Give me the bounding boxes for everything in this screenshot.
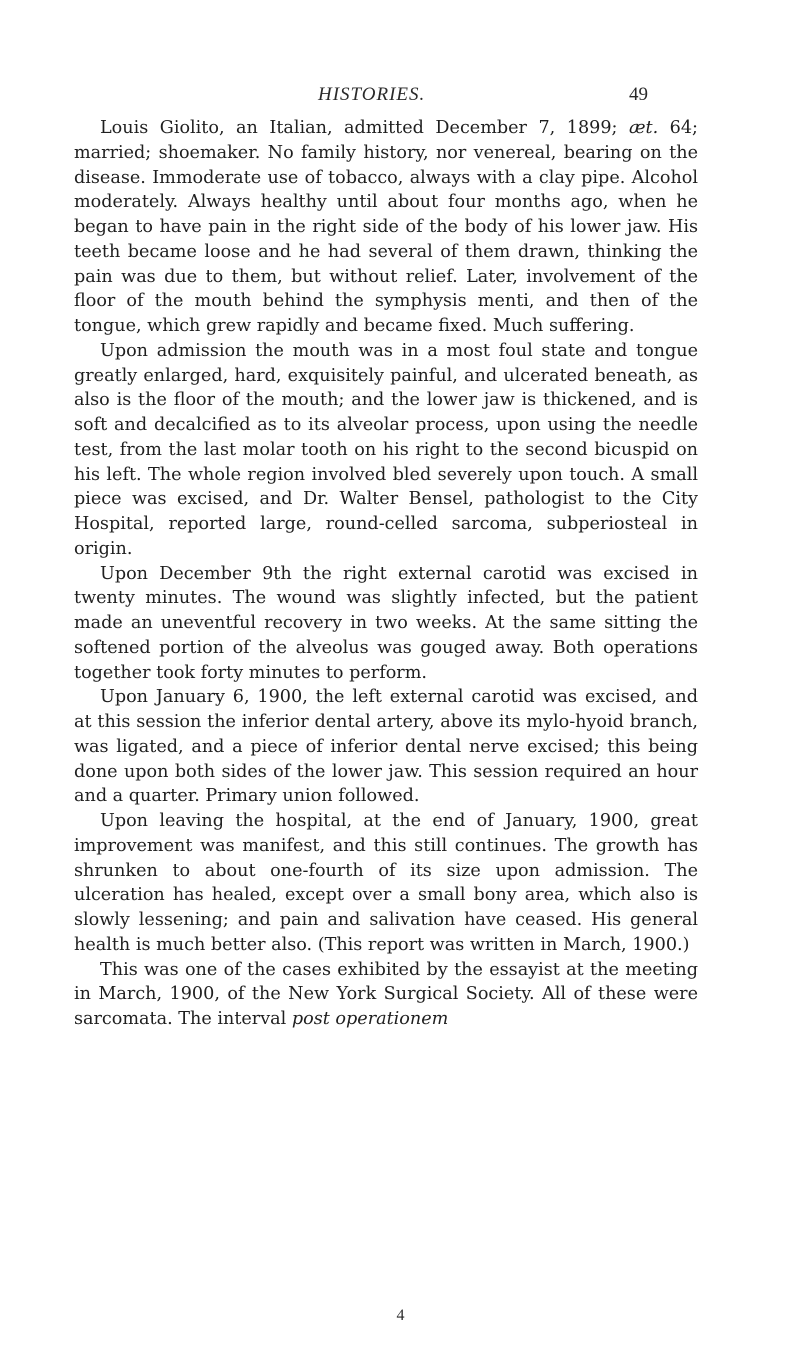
paragraph-text: Louis Giolito, an Italian, admitted December 7, 1899; [100, 118, 629, 138]
running-title: HISTORIES. [318, 84, 426, 105]
paragraph-exhibition [74, 958, 698, 1032]
italic-text: post operationem [291, 1009, 449, 1029]
paragraph-text: This was one of the cases exhibited by the essayist at the meeting in March, 1900, of the New York Surgical Society. All of these were sarcomata. The interval [74, 959, 698, 1029]
paragraph-admission: Upon admission the mouth was in a most foul state and tongue greatly enlarged, hard, exquisitely painful, and ulcerated beneath, as also is the floor of the mouth; and the lower jaw is thickened, and is soft and decalcified as to its alveolar process, upon using the needle test, from the last molar tooth on his right to the second bicuspid on his left. The whole region involved bled severely upon touch. A small piece was excised, and Dr. Walter Bensel, pathologist to the City Hospital, reported large, round-celled sarcoma, subperiosteal in origin. [74, 340, 698, 559]
body-text [74, 116, 698, 1032]
paragraph-second-operation: Upon January 6, 1900, the left external carotid was excised, and at this session the inferior dental artery, above its mylo-hyoid branch, was ligated, and a piece of inferior dental nerve excised; this being done upon both sides of the lower jaw. This session required an hour and a quarter. Primary union followed. [74, 687, 698, 807]
signature-mark: 4 [396, 1307, 405, 1324]
paragraph-outcome: Upon leaving the hospital, at the end of January, 1900, great improvement was manifest, and this still continues. The growth has shrunken to about one-fourth of its size upon admission. The ulceration has healed, except over a small bony area, which also is slowly lessening; and pain and salivation have ceased. His general health is much better also. (This report was written in March, 1900.) [74, 811, 698, 955]
paragraph-text: 64; married; shoemaker. No family history, nor venereal, bearing on the disease. Immoderate use of tobacco, always with a clay pipe. Alcohol moderately. Always healthy until about four months ago, when he began to have pain in the right side of the body of his lower jaw. His teeth became loose and he had several of them drawn, thinking the pain was due to them, but without relief. Later, involvement of the floor of the mouth behind the symphysis menti, and then of the tongue, which grew rapidly and became fixed. Much suffering. [74, 118, 698, 336]
italic-text: æt. [628, 118, 659, 138]
paragraph-first-operation: Upon December 9th the right external carotid was excised in twenty minutes. The wound was slightly infected, but the patient made an uneventful recovery in two weeks. At the same sitting the softened portion of the alveolus was gouged away. Both operations together took forty minutes to perform. [74, 563, 698, 683]
page-number: 49 [629, 84, 648, 105]
running-head [0, 84, 801, 110]
paragraph-case-history [74, 116, 698, 339]
